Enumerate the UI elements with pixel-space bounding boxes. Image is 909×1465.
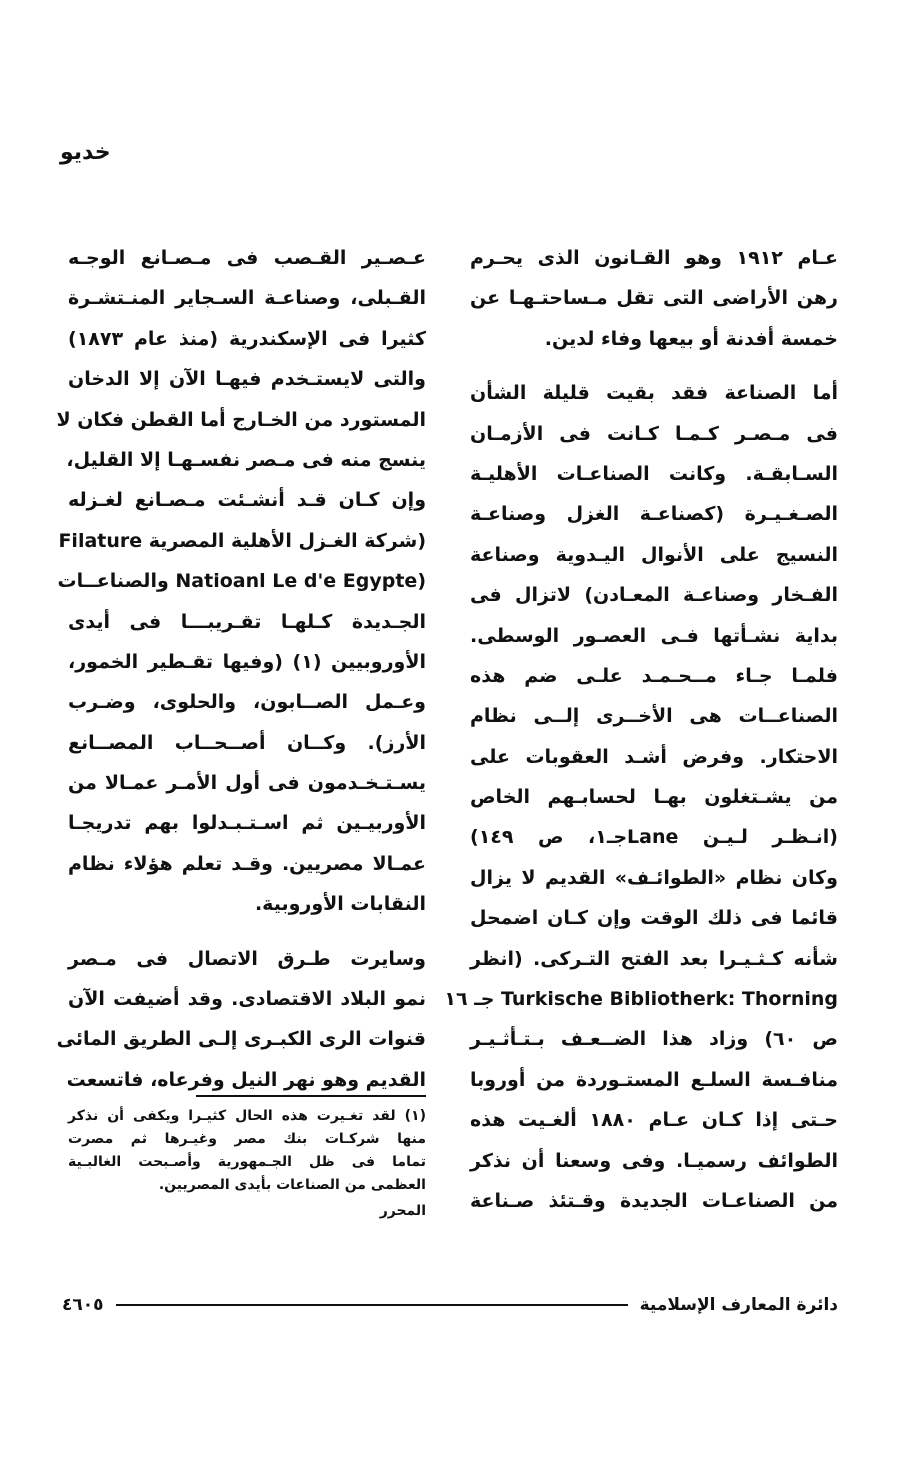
text-line: عـام ١٩١٢ وهو القـانون الذى يحـرم [470, 247, 838, 269]
text-line: النسيج على الأنوال اليـدوية وصناعة [470, 543, 838, 566]
text-line: الأوربيـين ثم اسـتـبـدلوا بهم تدريجـا [68, 812, 426, 835]
text-line: (Natioanl Le d'e Egypte والصناعــات [57, 570, 426, 593]
text-line: الاحتكار. وفرض أشـد العقوبات على [470, 745, 838, 768]
text-line: قنوات الرى الكبـرى إلـى الطريق المائى [56, 1028, 426, 1051]
text-line: رهن الأراضى التى تقل مـساحتـهـا عن [470, 287, 838, 310]
footnote-editor: المحرر [379, 1203, 426, 1219]
text-line: عمـالا مصريين. وقـد تعلم هؤلاء نظام [68, 852, 426, 875]
footnote-line: العظمى من الصناعات بأيدى المصريين. [158, 1177, 426, 1193]
text-line: (انـظـر لـيـن Laneجـ١، ص ١٤٩) [470, 826, 838, 849]
left-column [56, 238, 426, 1100]
text-line: وإن كـان قـد أنشـئت مـصـانع لغـزله [68, 489, 426, 512]
journal-title: دائرة المعارف الإسلامية [639, 1295, 838, 1315]
text-line: القـبلى، وصناعـة السـجاير المنـتشـرة [68, 287, 426, 310]
text-line: حـتى إذا كـان عـام ١٨٨٠ ألغـيت هذه [470, 1109, 838, 1132]
footnote-line: منها شركـات بنك مصر وغيـرها ثم مصرت [68, 1131, 426, 1147]
text-line: فى مـصـر كـمـا كـانت فى الأزمـان [470, 422, 838, 445]
text-line: القديم وهو نهر النيل وفرعاه، فاتسعت [66, 1068, 426, 1091]
text-line: Turkische Bibliotherk: Thorning جـ ١٦ [444, 988, 838, 1011]
text-line: الصـغـيـرة (كصناعـة الغزل وصناعـة [470, 503, 838, 526]
text-line: الطوائف رسميـا. وفى وسعنا أن نذكر [470, 1149, 838, 1172]
text-line: الجـديدة كـلهـا تقـريبـــا فى أيدى [68, 610, 426, 633]
text-line: المستورد من الخـارج أما القطن فكان لا [56, 408, 426, 431]
footnote-divider [196, 1095, 426, 1097]
text-line: الفـخار وصناعـة المعـادن) لاتزال فى [470, 584, 838, 607]
text-line: فلمـا جـاء مــحـمـد علـى ضم هذه [470, 664, 838, 687]
right-column [444, 238, 838, 1221]
text-line: والتى لايستـخدم فيهـا الآن إلا الدخان [68, 368, 426, 391]
text-line: عـصـير القـصب فى مـصـانع الوجـه [68, 247, 426, 269]
text-line: ص ٦٠) وزاد هذا الضــعـف بـتـأثـيـر [470, 1028, 838, 1051]
text-line: منافـسة السلـع المستـوردة من أوروبا [470, 1068, 838, 1091]
text-line: أما الصناعة فقد بقيت قليلة الشأن [470, 382, 838, 405]
text-line: ينسج منه فى مـصر نفسـهـا إلا القليل، [66, 448, 426, 471]
footnote [68, 1105, 426, 1219]
text-line: يسـتـخـدمون فى أول الأمـر عمـالا من [68, 772, 426, 795]
text-line: النقابات الأوروبية. [254, 893, 426, 916]
footer-rule [116, 1304, 628, 1306]
text-line: شأنه كـثـيـرا بعد الفتح التـركى. (انظر [470, 947, 838, 970]
text-line: وكان نظام «الطوائـف» القديم لا يزال [470, 866, 838, 889]
text-line: من يشـتغلون بهـا لحسابـهم الخاص [470, 786, 838, 809]
footnote-line: تماما فى ظل الجـمهورية وأصـبحت الغالبـية [68, 1154, 426, 1170]
text-line: كثيرا فى الإسكندرية (منذ عام ١٨٧٣) [68, 327, 426, 350]
text-line: السـابقـة. وكانت الصناعـات الأهليـة [470, 462, 838, 485]
text-line: قائما فى ذلك الوقت وإن كـان اضمحل [470, 907, 838, 930]
text-line: الأرز). وكــان أصــحــاب المصــانع [68, 731, 426, 754]
text-line: الصناعــات هى الأخــرى إلــى نظام [470, 705, 838, 728]
page-number: ٤٦٠٥ [62, 1295, 104, 1315]
text-line: من الصناعـات الجديدة وقـتئذ صـناعة [470, 1189, 838, 1212]
text-line: وعـمل الصــابون، والحلوى، وضـرب [68, 691, 426, 714]
footnote-line: (١) لقد تغـيرت هذه الحال كثيـرا ويكفى أن نذكر [68, 1108, 426, 1124]
text-line: وسايرت طـرق الاتصال فى مـصر [68, 947, 426, 970]
page-footer [62, 1290, 838, 1320]
text-line: نمو البلاد الاقتصادى. وقد أضيفت الآن [68, 988, 426, 1011]
text-line: خمسة أفدنة أو بيعها وفاء لدين. [544, 327, 838, 350]
running-header: خديو [60, 140, 111, 165]
text-line: الأوروبيين (١) (وفيها تقـطير الخمور، [68, 650, 426, 673]
text-line: (شركة الغـزل الأهلية المصرية Filature [58, 529, 426, 552]
text-line: بداية نشـأتها فـى العصـور الوسطى. [470, 624, 838, 647]
